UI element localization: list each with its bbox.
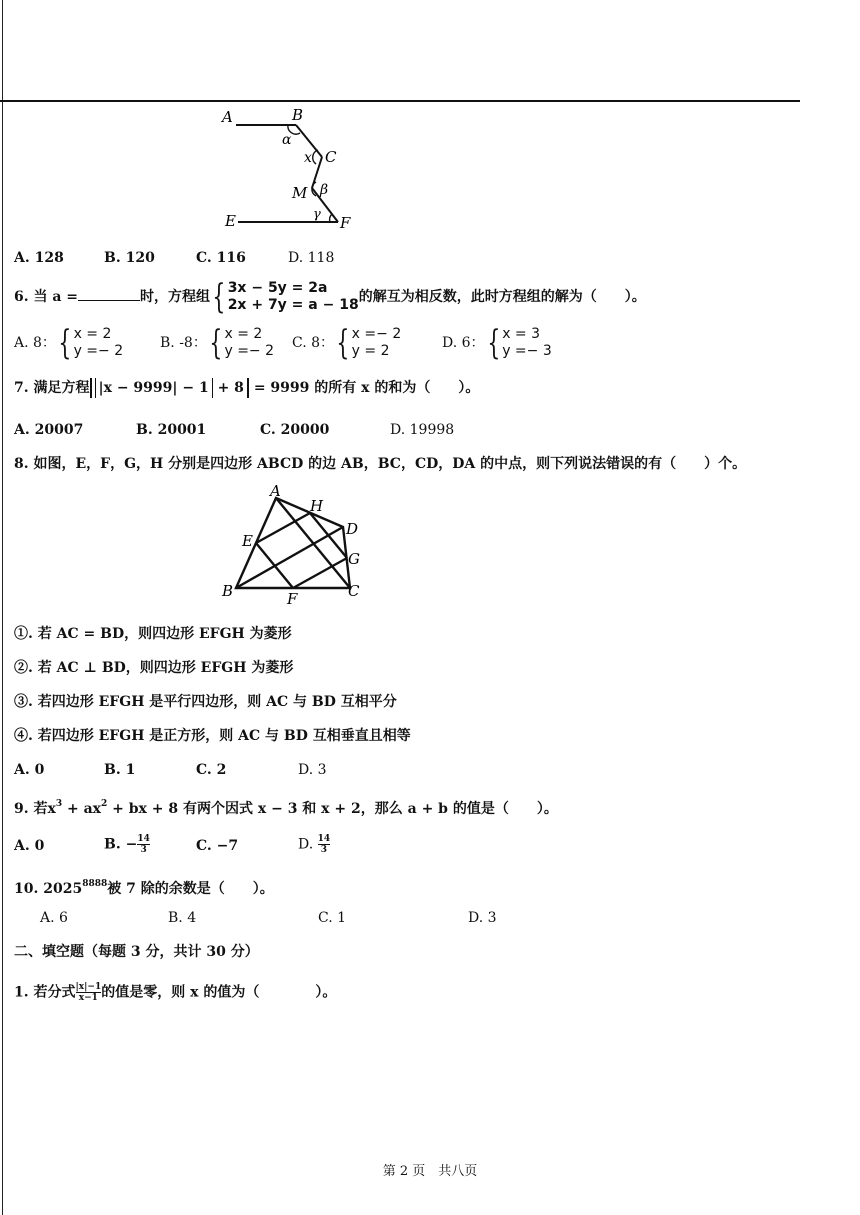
q10-exponent: 8888 — [82, 879, 108, 889]
label-M: M — [292, 184, 308, 202]
q10-option-c: C. 1 — [318, 910, 347, 926]
q6-option-a-r2: y =− 2 — [73, 343, 124, 359]
q7-prefix: 7. 满足方程 — [14, 380, 90, 396]
quadrilateral-figure — [0, 484, 860, 614]
q10-option-b: B. 4 — [168, 910, 197, 926]
q9-option-c: C. −7 — [196, 838, 239, 854]
q5-option-a: A. 128 — [14, 250, 64, 266]
q6-option-d-r1: x = 3 — [502, 326, 541, 342]
q9-stem — [14, 794, 558, 819]
label-H: H — [310, 497, 324, 515]
q10-prefix: 10. 2025 — [14, 881, 83, 897]
label-G: G — [348, 550, 360, 568]
q8-option-b: B. 1 — [104, 762, 136, 778]
q7-option-d: D. 19998 — [390, 422, 455, 438]
label-gamma: γ — [313, 207, 321, 222]
q8-stem: 8. 如图，E，F，G，H 分别是四边形 ABCD 的边 AB，BC，CD，DA 的中点，则下列说法错误的有（ ）个。 — [14, 456, 747, 472]
q7-option-b: B. 20001 — [136, 422, 207, 438]
q10-stem — [14, 874, 274, 899]
q9-part1: 9. 若x — [14, 801, 56, 817]
q6-blank — [78, 286, 140, 301]
label-D: D — [346, 520, 359, 538]
q8-option-d: D. 3 — [298, 762, 327, 778]
q10-option-d: D. 3 — [468, 910, 497, 926]
label-F: F — [340, 214, 351, 232]
q7-plus: + 8 — [217, 380, 244, 396]
section-2-heading: 二、填空题（每题 3 分，共计 30 分） — [14, 944, 259, 960]
q6-option-d-r2: y =− 3 — [502, 343, 552, 359]
q5-option-b: B. 120 — [104, 250, 155, 266]
q8-statement-3: ③. 若四边形 EFGH 是平行四边形，则 AC 与 BD 互相平分 — [14, 694, 397, 710]
label-C: C — [325, 148, 337, 166]
q9-option-b-prefix: B. − — [104, 836, 138, 853]
label-E: E — [242, 532, 253, 550]
q7-option-c: C. 20000 — [260, 422, 330, 438]
q6-option-b-label: B. -8： — [160, 335, 207, 351]
label-x: x — [304, 150, 312, 166]
q9-option-d-fraction — [318, 834, 331, 855]
label-B: B — [222, 582, 234, 600]
q7-inner-abs — [95, 378, 213, 398]
q9-sup1: 3 — [55, 799, 63, 809]
q6-suffix: 的解互为相反数，此时方程组的解为（ ）。 — [358, 289, 646, 305]
q10-option-a: A. 6 — [40, 910, 68, 926]
fill1-suffix: 的值是零，则 x 的值为（ ）。 — [101, 984, 337, 1001]
fill1-prefix: 1. 若分式 — [14, 984, 76, 1001]
fill1-fraction — [76, 982, 102, 1003]
q9-option-a: A. 0 — [14, 838, 45, 854]
q6-option-a-label: A. 8： — [14, 335, 56, 351]
label-alpha: α — [282, 132, 292, 148]
q9-option-b — [104, 834, 150, 855]
fill1-numerator: |x|−1 — [75, 982, 102, 992]
q7-option-a: A. 20007 — [14, 422, 84, 438]
q7-inner: |x − 9999| − 1 — [98, 380, 209, 396]
q6-option-c-r1: x =− 2 — [351, 326, 402, 342]
q6-option-b: B. -8： { x = 2 y =− 2 — [160, 323, 275, 363]
q8-statement-1: ①. 若 AC = BD，则四边形 EFGH 为菱形 — [14, 626, 292, 642]
q6-option-b-r2: y =− 2 — [224, 343, 275, 359]
label-F: F — [287, 590, 298, 608]
q7-suffix: = 9999 的所有 x 的和为（ ）。 — [253, 380, 480, 396]
q6-option-d-label: D. 6： — [442, 335, 485, 351]
q8-statement-2: ②. 若 AC ⊥ BD，则四边形 EFGH 为菱形 — [14, 660, 294, 676]
q6-prefix: 6. 当 a = — [14, 289, 79, 305]
q9-option-b-num: 14 — [137, 834, 150, 844]
q6-option-a-r1: x = 2 — [73, 326, 112, 342]
q9-option-b-den: 3 — [140, 845, 147, 855]
q6-option-a: A. 8： { x = 2 y =− 2 — [14, 323, 124, 363]
q6-option-c-label: C. 8： — [292, 335, 335, 351]
q6-eq1: 3x − 5y = 2a — [227, 280, 328, 296]
q8-option-c: C. 2 — [196, 762, 227, 778]
fill-question-1 — [14, 982, 336, 1003]
q9-option-d — [298, 834, 330, 855]
page-footer: 第 2 页 共八页 — [382, 1164, 478, 1179]
label-beta: β — [320, 182, 329, 198]
q9-part2: + ax — [62, 801, 102, 817]
q7-stem — [14, 378, 479, 398]
label-A: A — [270, 484, 281, 500]
q5-option-c: C. 116 — [196, 250, 246, 266]
label-C: C — [348, 582, 360, 600]
q6-option-b-r1: x = 2 — [224, 326, 263, 342]
q5-option-d: D. 118 — [288, 250, 335, 266]
q9-part3: + bx + 8 有两个因式 x − 3 和 x + 2，那么 a + b 的值是（ ）。 — [107, 801, 558, 817]
q10-suffix: 被 7 除的余数是（ ）。 — [107, 881, 274, 897]
label-B: B — [292, 106, 304, 124]
q7-outer-abs — [90, 378, 249, 398]
q6-mid: 时，方程组 — [140, 289, 211, 305]
label-A: A — [222, 108, 233, 126]
q6-eq2: 2x + 7y = a − 18 — [227, 297, 359, 313]
label-E: E — [225, 212, 236, 230]
q6-option-c: C. 8： { x =− 2 y = 2 — [292, 323, 402, 363]
q6-option-d: D. 6： { x = 3 y =− 3 — [442, 323, 552, 363]
fill1-denominator: x−1 — [78, 993, 98, 1003]
q9-option-b-fraction — [137, 834, 150, 855]
q8-option-a: A. 0 — [14, 762, 45, 778]
q9-option-d-prefix: D. — [298, 836, 314, 853]
q9-option-d-num: 14 — [317, 834, 331, 844]
q6-stem — [14, 277, 646, 317]
q8-statement-4: ④. 若四边形 EFGH 是正方形，则 AC 与 BD 互相垂直且相等 — [14, 728, 411, 744]
q9-option-d-den: 3 — [320, 845, 328, 855]
q9-sup2: 2 — [101, 799, 108, 809]
q6-system: { 3x − 5y = 2a 2x + 7y = a − 18 — [212, 277, 359, 317]
q6-option-c-r2: y = 2 — [351, 343, 390, 359]
